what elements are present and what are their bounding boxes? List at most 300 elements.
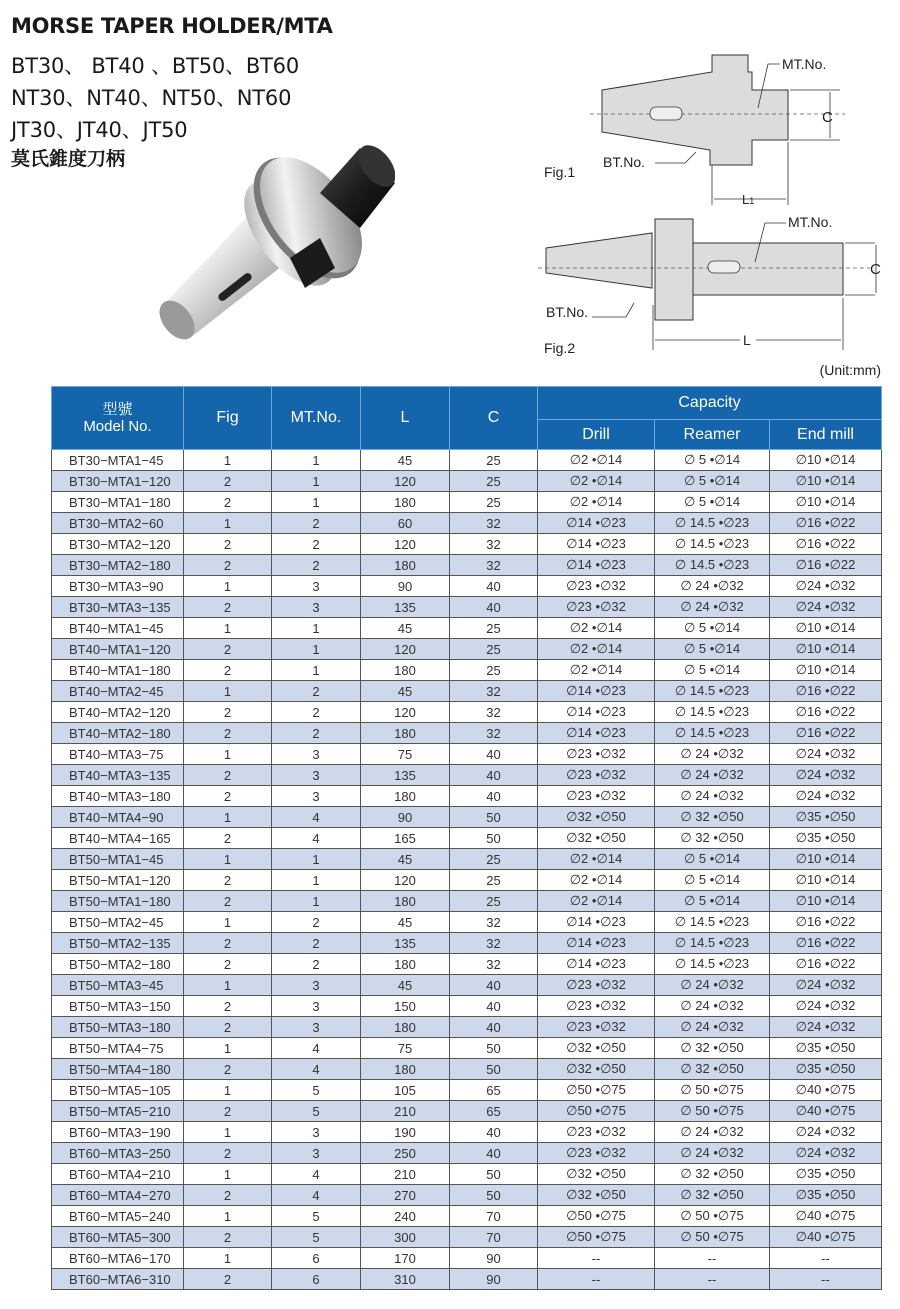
- cell-mt-no: 1: [272, 471, 361, 492]
- cell-reamer: ∅ 14.5 •∅23: [655, 513, 770, 534]
- table-row: [52, 555, 882, 576]
- table-row: [52, 450, 882, 471]
- cell-mt-no: 3: [272, 597, 361, 618]
- table-row: [52, 1080, 882, 1101]
- cell-endmill: ∅35 •∅50: [770, 807, 882, 828]
- cell-model: BT50−MTA5−105: [52, 1080, 184, 1101]
- cell-c: 32: [450, 681, 538, 702]
- table-row: [52, 1122, 882, 1143]
- cell-model: BT30−MTA2−120: [52, 534, 184, 555]
- cell-mt-no: 1: [272, 492, 361, 513]
- cell-l: 45: [361, 849, 450, 870]
- cell-model: BT50−MTA2−45: [52, 912, 184, 933]
- cell-mt-no: 1: [272, 891, 361, 912]
- cell-drill: ∅32 •∅50: [538, 1038, 655, 1059]
- cell-c: 32: [450, 555, 538, 576]
- fig2-bt-label: BT.No.: [546, 304, 589, 320]
- cell-l: 210: [361, 1164, 450, 1185]
- cell-c: 25: [450, 870, 538, 891]
- cell-mt-no: 5: [272, 1101, 361, 1122]
- cell-mt-no: 3: [272, 1143, 361, 1164]
- cell-l: 165: [361, 828, 450, 849]
- cell-c: 25: [450, 639, 538, 660]
- cell-c: 25: [450, 849, 538, 870]
- cell-l: 170: [361, 1248, 450, 1269]
- cell-l: 180: [361, 954, 450, 975]
- cell-reamer: ∅ 5 •∅14: [655, 618, 770, 639]
- table-row: [52, 849, 882, 870]
- cell-drill: ∅2 •∅14: [538, 639, 655, 660]
- table-row: [52, 471, 882, 492]
- cell-c: 40: [450, 786, 538, 807]
- cell-endmill: ∅16 •∅22: [770, 534, 882, 555]
- cell-l: 310: [361, 1269, 450, 1290]
- cell-l: 120: [361, 471, 450, 492]
- cell-endmill: ∅40 •∅75: [770, 1080, 882, 1101]
- cell-model: BT40−MTA2−180: [52, 723, 184, 744]
- cell-l: 120: [361, 702, 450, 723]
- cell-reamer: ∅ 32 •∅50: [655, 807, 770, 828]
- cell-model: BT30−MTA1−120: [52, 471, 184, 492]
- table-row: [52, 1206, 882, 1227]
- series-line-bt: BT30、 BT40 、BT50、BT60: [11, 54, 299, 78]
- cell-l: 45: [361, 450, 450, 471]
- cell-l: 300: [361, 1227, 450, 1248]
- cell-c: 25: [450, 891, 538, 912]
- fig2-c-label: C: [870, 261, 881, 278]
- cell-endmill: ∅24 •∅32: [770, 1143, 882, 1164]
- cell-l: 45: [361, 618, 450, 639]
- cell-mt-no: 3: [272, 1122, 361, 1143]
- table-row: [52, 576, 882, 597]
- cell-fig: 2: [184, 471, 272, 492]
- cell-endmill: ∅35 •∅50: [770, 1059, 882, 1080]
- cell-drill: ∅14 •∅23: [538, 555, 655, 576]
- cell-fig: 2: [184, 996, 272, 1017]
- cell-l: 180: [361, 1059, 450, 1080]
- cell-c: 25: [450, 660, 538, 681]
- cell-reamer: ∅ 14.5 •∅23: [655, 534, 770, 555]
- cell-fig: 2: [184, 723, 272, 744]
- cell-model: BT60−MTA3−190: [52, 1122, 184, 1143]
- cell-drill: ∅50 •∅75: [538, 1227, 655, 1248]
- cell-mt-no: 2: [272, 933, 361, 954]
- cell-mt-no: 3: [272, 576, 361, 597]
- cell-reamer: ∅ 14.5 •∅23: [655, 912, 770, 933]
- cell-model: BT30−MTA2−180: [52, 555, 184, 576]
- cell-drill: ∅23 •∅32: [538, 975, 655, 996]
- cell-model: BT40−MTA3−135: [52, 765, 184, 786]
- cell-c: 40: [450, 1143, 538, 1164]
- cell-drill: ∅23 •∅32: [538, 1122, 655, 1143]
- cell-fig: 1: [184, 1206, 272, 1227]
- table-row: [52, 639, 882, 660]
- cell-c: 32: [450, 723, 538, 744]
- table-row: [52, 1143, 882, 1164]
- cell-fig: 1: [184, 912, 272, 933]
- cell-l: 135: [361, 597, 450, 618]
- cell-l: 190: [361, 1122, 450, 1143]
- cell-endmill: ∅40 •∅75: [770, 1206, 882, 1227]
- fig2-l-label: L: [743, 332, 751, 348]
- fig2-caption: Fig.2: [544, 340, 576, 356]
- cell-fig: 1: [184, 618, 272, 639]
- series-line-jt: JT30、JT40、JT50: [11, 118, 188, 142]
- cell-drill: ∅14 •∅23: [538, 933, 655, 954]
- cell-l: 180: [361, 786, 450, 807]
- cell-drill: ∅50 •∅75: [538, 1080, 655, 1101]
- cell-c: 40: [450, 996, 538, 1017]
- cell-endmill: ∅24 •∅32: [770, 576, 882, 597]
- table-row: [52, 534, 882, 555]
- cell-mt-no: 2: [272, 555, 361, 576]
- cell-fig: 2: [184, 597, 272, 618]
- cell-mt-no: 3: [272, 1017, 361, 1038]
- cell-c: 32: [450, 534, 538, 555]
- cell-reamer: ∅ 5 •∅14: [655, 849, 770, 870]
- table-row: [52, 807, 882, 828]
- cell-mt-no: 2: [272, 534, 361, 555]
- table-row: [52, 996, 882, 1017]
- cell-model: BT40−MTA3−180: [52, 786, 184, 807]
- cell-fig: 2: [184, 555, 272, 576]
- cell-model: BT40−MTA1−180: [52, 660, 184, 681]
- chinese-title: 莫氏錐度刀柄: [11, 148, 126, 170]
- table-row: [52, 1248, 882, 1269]
- cell-model: BT50−MTA5−210: [52, 1101, 184, 1122]
- cell-drill: ∅32 •∅50: [538, 1185, 655, 1206]
- table-row: [52, 1269, 882, 1290]
- table-row: [52, 765, 882, 786]
- cell-drill: ∅23 •∅32: [538, 786, 655, 807]
- cell-model: BT30−MTA2−60: [52, 513, 184, 534]
- cell-mt-no: 3: [272, 765, 361, 786]
- cell-endmill: ∅40 •∅75: [770, 1227, 882, 1248]
- cell-c: 65: [450, 1101, 538, 1122]
- cell-endmill: ∅35 •∅50: [770, 828, 882, 849]
- cell-fig: 2: [184, 492, 272, 513]
- cell-fig: 1: [184, 1080, 272, 1101]
- cell-drill: ∅2 •∅14: [538, 471, 655, 492]
- cell-reamer: ∅ 24 •∅32: [655, 975, 770, 996]
- table-row: [52, 828, 882, 849]
- cell-mt-no: 5: [272, 1227, 361, 1248]
- cell-fig: 2: [184, 891, 272, 912]
- cell-endmill: ∅16 •∅22: [770, 555, 882, 576]
- cell-c: 40: [450, 744, 538, 765]
- cell-model: BT60−MTA6−310: [52, 1269, 184, 1290]
- cell-c: 50: [450, 1038, 538, 1059]
- cell-fig: 1: [184, 975, 272, 996]
- cell-drill: ∅14 •∅23: [538, 912, 655, 933]
- table-row: [52, 912, 882, 933]
- cell-c: 40: [450, 975, 538, 996]
- cell-fig: 2: [184, 1143, 272, 1164]
- cell-drill: --: [538, 1269, 655, 1290]
- cell-drill: ∅14 •∅23: [538, 954, 655, 975]
- cell-model: BT50−MTA4−180: [52, 1059, 184, 1080]
- cell-model: BT30−MTA1−45: [52, 450, 184, 471]
- cell-c: 40: [450, 1122, 538, 1143]
- cell-model: BT40−MTA4−90: [52, 807, 184, 828]
- cell-fig: 2: [184, 534, 272, 555]
- cell-c: 70: [450, 1206, 538, 1227]
- cell-endmill: ∅24 •∅32: [770, 744, 882, 765]
- cell-l: 120: [361, 639, 450, 660]
- cell-reamer: ∅ 50 •∅75: [655, 1101, 770, 1122]
- cell-drill: --: [538, 1248, 655, 1269]
- cell-drill: ∅32 •∅50: [538, 1059, 655, 1080]
- cell-c: 50: [450, 1059, 538, 1080]
- cell-l: 90: [361, 807, 450, 828]
- cell-mt-no: 4: [272, 807, 361, 828]
- fig1-slot: [650, 107, 682, 120]
- cell-model: BT60−MTA4−210: [52, 1164, 184, 1185]
- table-row: [52, 597, 882, 618]
- cell-fig: 2: [184, 1101, 272, 1122]
- cell-mt-no: 5: [272, 1206, 361, 1227]
- cell-fig: 2: [184, 660, 272, 681]
- cell-l: 150: [361, 996, 450, 1017]
- cell-endmill: ∅24 •∅32: [770, 597, 882, 618]
- fig1-c-label: C: [822, 109, 833, 126]
- cell-endmill: ∅16 •∅22: [770, 912, 882, 933]
- cell-fig: 2: [184, 954, 272, 975]
- cell-reamer: --: [655, 1269, 770, 1290]
- cell-drill: ∅14 •∅23: [538, 534, 655, 555]
- cell-endmill: ∅24 •∅32: [770, 786, 882, 807]
- cell-reamer: ∅ 24 •∅32: [655, 996, 770, 1017]
- cell-c: 40: [450, 597, 538, 618]
- cell-mt-no: 4: [272, 1164, 361, 1185]
- table-row: [52, 975, 882, 996]
- cell-l: 75: [361, 1038, 450, 1059]
- cell-endmill: ∅16 •∅22: [770, 681, 882, 702]
- cell-model: BT40−MTA4−165: [52, 828, 184, 849]
- cell-l: 240: [361, 1206, 450, 1227]
- table-row: [52, 618, 882, 639]
- cell-c: 90: [450, 1248, 538, 1269]
- cell-endmill: ∅16 •∅22: [770, 933, 882, 954]
- cell-fig: 2: [184, 1017, 272, 1038]
- cell-model: BT50−MTA2−180: [52, 954, 184, 975]
- column-header-model: 型號 Model No.: [52, 387, 184, 450]
- table-row: [52, 933, 882, 954]
- table-row: [52, 870, 882, 891]
- cell-model: BT60−MTA3−250: [52, 1143, 184, 1164]
- cell-endmill: --: [770, 1269, 882, 1290]
- cell-endmill: ∅16 •∅22: [770, 954, 882, 975]
- cell-c: 32: [450, 702, 538, 723]
- cell-endmill: --: [770, 1248, 882, 1269]
- cell-drill: ∅23 •∅32: [538, 1143, 655, 1164]
- cell-model: BT40−MTA2−45: [52, 681, 184, 702]
- cell-drill: ∅23 •∅32: [538, 1017, 655, 1038]
- cell-mt-no: 3: [272, 744, 361, 765]
- cell-c: 25: [450, 492, 538, 513]
- cell-drill: ∅50 •∅75: [538, 1206, 655, 1227]
- cell-drill: ∅14 •∅23: [538, 723, 655, 744]
- product-image: [155, 138, 395, 348]
- cell-mt-no: 2: [272, 702, 361, 723]
- series-line-nt: NT30、NT40、NT50、NT60: [11, 86, 292, 110]
- unit-note: (Unit:mm): [819, 362, 881, 378]
- table-row: [52, 1164, 882, 1185]
- cell-drill: ∅2 •∅14: [538, 849, 655, 870]
- cell-reamer: ∅ 24 •∅32: [655, 1017, 770, 1038]
- cell-l: 250: [361, 1143, 450, 1164]
- column-header-endmill: End mill: [770, 420, 882, 450]
- cell-model: BT40−MTA1−120: [52, 639, 184, 660]
- cell-reamer: ∅ 14.5 •∅23: [655, 723, 770, 744]
- cell-model: BT60−MTA5−300: [52, 1227, 184, 1248]
- cell-reamer: ∅ 24 •∅32: [655, 786, 770, 807]
- cell-reamer: ∅ 14.5 •∅23: [655, 702, 770, 723]
- cell-c: 25: [450, 471, 538, 492]
- cell-mt-no: 1: [272, 849, 361, 870]
- figure-1-diagram: [530, 50, 900, 210]
- cell-l: 180: [361, 723, 450, 744]
- cell-fig: 2: [184, 933, 272, 954]
- cell-mt-no: 1: [272, 660, 361, 681]
- cell-fig: 2: [184, 786, 272, 807]
- cell-l: 180: [361, 492, 450, 513]
- cell-fig: 2: [184, 870, 272, 891]
- cell-mt-no: 1: [272, 639, 361, 660]
- cell-drill: ∅23 •∅32: [538, 576, 655, 597]
- cell-reamer: ∅ 32 •∅50: [655, 1059, 770, 1080]
- cell-c: 90: [450, 1269, 538, 1290]
- table-row: [52, 1227, 882, 1248]
- cell-fig: 1: [184, 807, 272, 828]
- cell-mt-no: 2: [272, 912, 361, 933]
- cell-c: 40: [450, 576, 538, 597]
- cell-fig: 2: [184, 702, 272, 723]
- cell-c: 32: [450, 933, 538, 954]
- cell-model: BT40−MTA1−45: [52, 618, 184, 639]
- table-row: [52, 744, 882, 765]
- cell-reamer: ∅ 32 •∅50: [655, 1185, 770, 1206]
- cell-mt-no: 3: [272, 975, 361, 996]
- cell-drill: ∅14 •∅23: [538, 681, 655, 702]
- fig1-mt-label: MT.No.: [782, 56, 827, 72]
- table-row: [52, 681, 882, 702]
- cell-endmill: ∅24 •∅32: [770, 765, 882, 786]
- table-body: [52, 450, 882, 1290]
- cell-mt-no: 6: [272, 1269, 361, 1290]
- column-header-fig: Fig: [184, 387, 272, 450]
- cell-drill: ∅2 •∅14: [538, 660, 655, 681]
- cell-endmill: ∅40 •∅75: [770, 1101, 882, 1122]
- cell-fig: 2: [184, 1227, 272, 1248]
- fig2-body: [546, 219, 843, 320]
- cell-c: 32: [450, 912, 538, 933]
- cell-reamer: ∅ 14.5 •∅23: [655, 681, 770, 702]
- cell-reamer: ∅ 14.5 •∅23: [655, 933, 770, 954]
- column-header-capacity: Capacity: [538, 387, 882, 420]
- fig2-slot: [708, 261, 740, 273]
- cell-endmill: ∅10 •∅14: [770, 849, 882, 870]
- cell-reamer: ∅ 5 •∅14: [655, 660, 770, 681]
- cell-l: 60: [361, 513, 450, 534]
- cell-l: 180: [361, 555, 450, 576]
- cell-reamer: ∅ 5 •∅14: [655, 492, 770, 513]
- cell-drill: ∅23 •∅32: [538, 597, 655, 618]
- cell-fig: 2: [184, 1185, 272, 1206]
- cell-l: 120: [361, 534, 450, 555]
- cell-mt-no: 4: [272, 1185, 361, 1206]
- cell-l: 120: [361, 870, 450, 891]
- cell-endmill: ∅10 •∅14: [770, 471, 882, 492]
- column-header-l: L: [361, 387, 450, 450]
- cell-reamer: ∅ 24 •∅32: [655, 765, 770, 786]
- cell-model: BT50−MTA1−45: [52, 849, 184, 870]
- cell-reamer: ∅ 5 •∅14: [655, 639, 770, 660]
- cell-mt-no: 3: [272, 786, 361, 807]
- table-row: [52, 1038, 882, 1059]
- table-row: [52, 660, 882, 681]
- page-title: MORSE TAPER HOLDER/MTA: [11, 14, 333, 38]
- table-row: [52, 723, 882, 744]
- cell-endmill: ∅10 •∅14: [770, 660, 882, 681]
- cell-reamer: ∅ 24 •∅32: [655, 1122, 770, 1143]
- fig2-mt-label: MT.No.: [788, 214, 833, 230]
- cell-c: 70: [450, 1227, 538, 1248]
- cell-fig: 1: [184, 576, 272, 597]
- cell-l: 75: [361, 744, 450, 765]
- cell-reamer: ∅ 5 •∅14: [655, 471, 770, 492]
- cell-mt-no: 3: [272, 996, 361, 1017]
- cell-endmill: ∅16 •∅22: [770, 513, 882, 534]
- cell-reamer: ∅ 14.5 •∅23: [655, 555, 770, 576]
- cell-endmill: ∅24 •∅32: [770, 996, 882, 1017]
- cell-l: 270: [361, 1185, 450, 1206]
- table-row: [52, 1185, 882, 1206]
- table-row: [52, 954, 882, 975]
- cell-c: 50: [450, 828, 538, 849]
- cell-endmill: ∅24 •∅32: [770, 1122, 882, 1143]
- cell-model: BT50−MTA3−180: [52, 1017, 184, 1038]
- cell-drill: ∅14 •∅23: [538, 702, 655, 723]
- cell-mt-no: 2: [272, 723, 361, 744]
- cell-fig: 1: [184, 1164, 272, 1185]
- cell-endmill: ∅24 •∅32: [770, 1017, 882, 1038]
- cell-reamer: --: [655, 1248, 770, 1269]
- cell-fig: 1: [184, 1248, 272, 1269]
- cell-l: 210: [361, 1101, 450, 1122]
- cell-mt-no: 4: [272, 1059, 361, 1080]
- cell-drill: ∅14 •∅23: [538, 513, 655, 534]
- cell-fig: 2: [184, 639, 272, 660]
- cell-endmill: ∅10 •∅14: [770, 618, 882, 639]
- cell-endmill: ∅35 •∅50: [770, 1164, 882, 1185]
- cell-endmill: ∅10 •∅14: [770, 450, 882, 471]
- cell-model: BT50−MTA3−45: [52, 975, 184, 996]
- table-row: [52, 1059, 882, 1080]
- cell-model: BT50−MTA3−150: [52, 996, 184, 1017]
- cell-c: 40: [450, 1017, 538, 1038]
- cell-model: BT30−MTA3−90: [52, 576, 184, 597]
- table-row: [52, 1017, 882, 1038]
- cell-c: 25: [450, 450, 538, 471]
- cell-l: 180: [361, 660, 450, 681]
- cell-reamer: ∅ 50 •∅75: [655, 1227, 770, 1248]
- cell-reamer: ∅ 50 •∅75: [655, 1206, 770, 1227]
- cell-c: 40: [450, 765, 538, 786]
- cell-l: 90: [361, 576, 450, 597]
- figure-2-diagram: [530, 205, 900, 365]
- cell-fig: 1: [184, 1122, 272, 1143]
